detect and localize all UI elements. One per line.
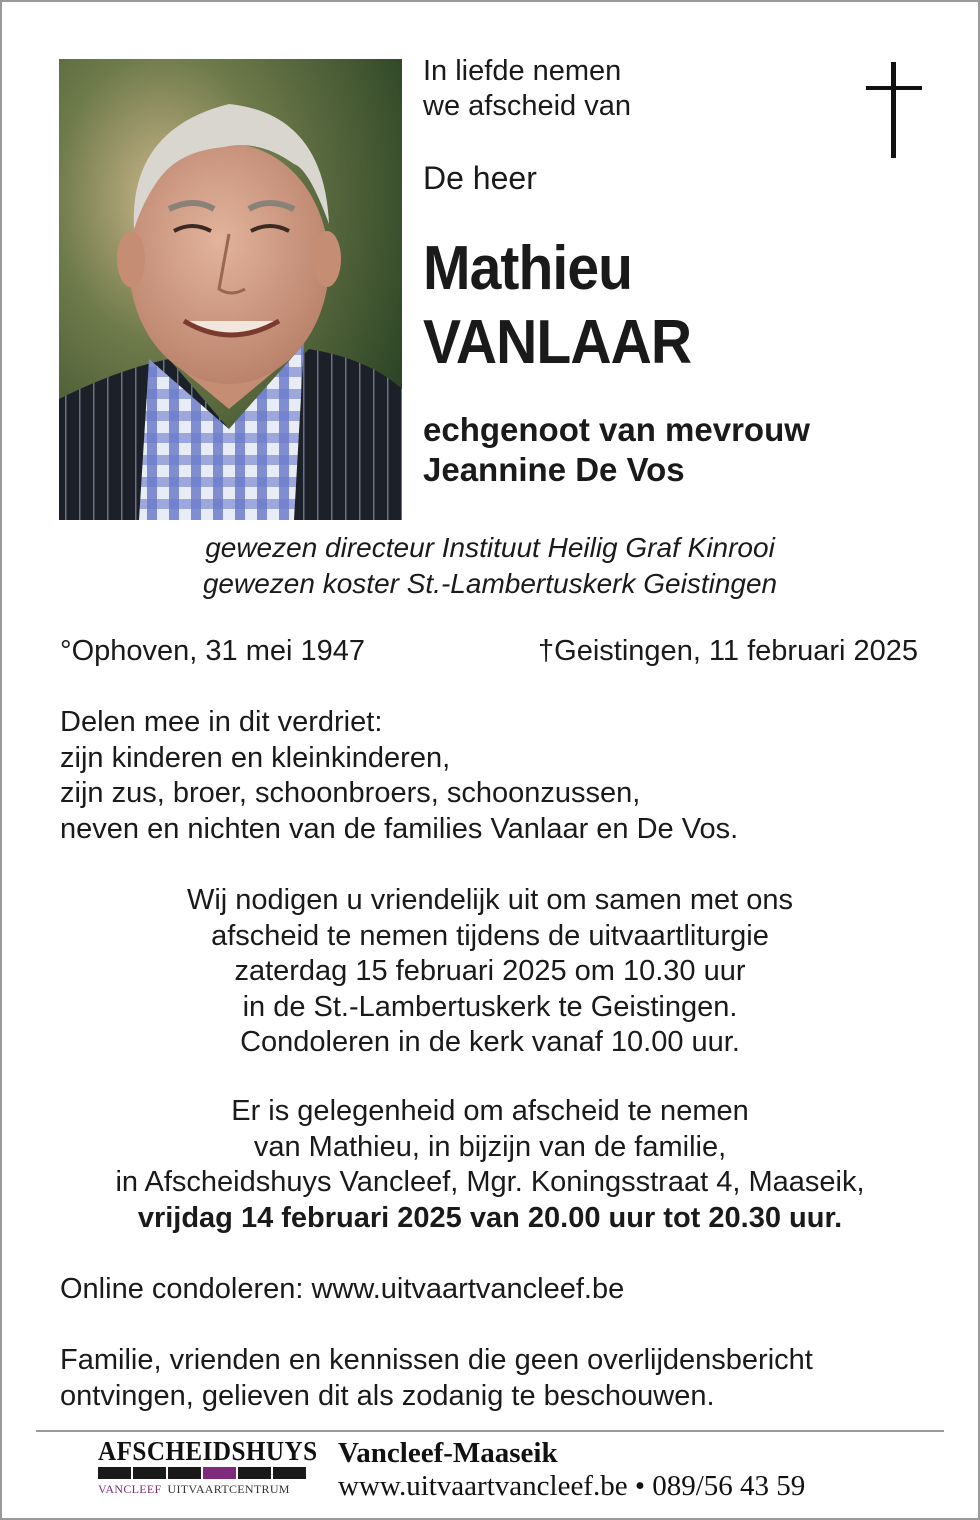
ceremony-line: Condoleren in de kerk vanaf 10.00 uur. (240, 1026, 740, 1058)
logo-subtitle (98, 1482, 306, 1497)
cross-icon (866, 62, 922, 158)
role-line: gewezen directeur Instituut Heilig Graf Kinrooi (205, 532, 775, 563)
notice (60, 1343, 813, 1414)
logo-bar (98, 1467, 306, 1479)
mourners-list (60, 705, 738, 847)
ceremony-info (0, 883, 980, 1061)
viewing-time: vrijdag 14 februari 2025 van 20.00 uur tot 20.30 uur. (137, 1201, 843, 1234)
ceremony-line: Wij nodigen u vriendelijk uit om samen met ons (186, 884, 794, 916)
logo-wordmark: AFSCHEIDSHUYS (98, 1436, 318, 1466)
spouse-line: echgenoot van mevrouw (423, 411, 810, 448)
intro-line: In liefde nemen (423, 55, 622, 87)
role-line: gewezen koster St.-Lambertuskerk Geistingen (202, 568, 778, 599)
viewing-line: van Mathieu, in bijzijn van de familie, (253, 1130, 727, 1163)
ceremony-line: afscheid te nemen tijdens de uitvaartliturgie (211, 919, 769, 952)
first-name: Mathieu (423, 234, 633, 303)
notice-line: Familie, vrienden en kennissen die geen overlijdensbericht (60, 1344, 813, 1376)
ceremony-line: in de St.-Lambertuskerk te Geistingen. (242, 990, 738, 1023)
viewing-line: in Afscheidshuys Vancleef, Mgr. Koningsstraat 4, Maaseik, (115, 1166, 865, 1198)
birth-date: °Ophoven, 31 mei 1947 (60, 635, 366, 667)
footer-divider (36, 1430, 944, 1432)
funeral-home-logo (98, 1436, 318, 1497)
mourners-line: neven en nichten van de families Vanlaar en De Vos. (60, 812, 739, 845)
spouse-info (423, 410, 810, 490)
logo-sub-vancleef: VANCLEEF (98, 1482, 162, 1496)
footer-contact (338, 1437, 805, 1503)
spouse-line: Jeannine De Vos (423, 451, 685, 488)
last-name: VANLAAR (423, 308, 692, 377)
viewing-info (0, 1094, 980, 1236)
honorific: De heer (423, 160, 537, 196)
ceremony-line: zaterdag 15 februari 2025 om 10.30 uur (234, 955, 746, 987)
intro-text (423, 54, 631, 124)
mourners-line: zijn kinderen en kleinkinderen, (60, 741, 451, 774)
contact-line: www.uitvaartvancleef.be • 089/56 43 59 (338, 1470, 806, 1502)
notice-line: ontvingen, gelieven dit als zodanig te beschouwen. (60, 1379, 715, 1412)
portrait-photo (59, 59, 402, 520)
intro-line: we afscheid van (423, 90, 631, 122)
viewing-line: Er is gelegenheid om afscheid te nemen (231, 1095, 749, 1127)
mourners-line: zijn zus, broer, schoonbroers, schoonzussen, (60, 777, 641, 809)
online-condolence: Online condoleren: www.uitvaartvancleef.be (60, 1273, 625, 1305)
logo-sub-uitvaart: UITVAARTCENTRUM (167, 1482, 290, 1496)
former-roles (0, 530, 980, 602)
death-date: †Geistingen, 11 februari 2025 (538, 635, 918, 667)
mourners-line: Delen mee in dit verdriet: (60, 706, 383, 738)
company-name: Vancleef-Maaseik (338, 1437, 558, 1469)
deceased-name (423, 232, 691, 380)
